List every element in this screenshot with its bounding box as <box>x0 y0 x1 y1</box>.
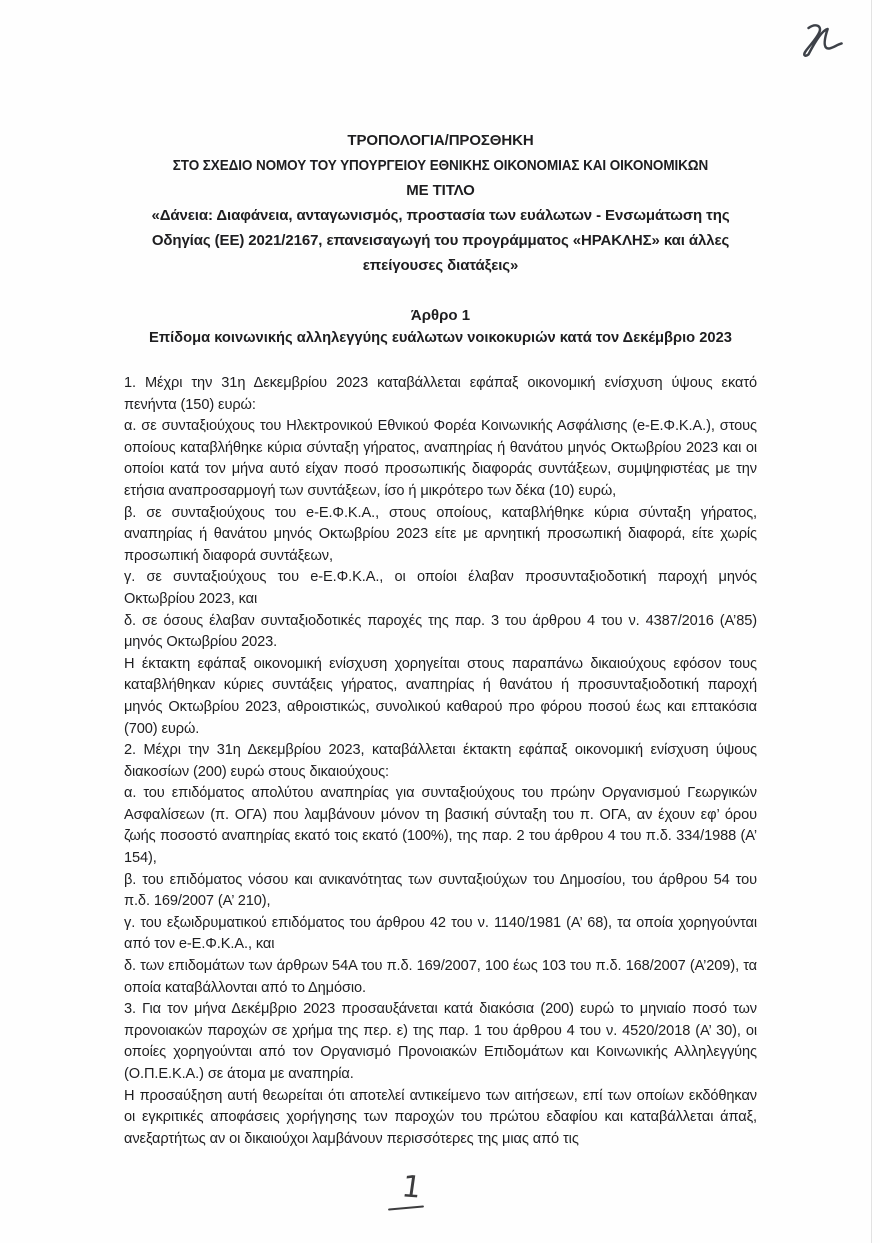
paragraph: Η προσαύξηση αυτή θεωρείται ότι αποτελεί αντικείμενο των αιτήσεων, επί των οποίων εκδόθηκαν οι εγκριτικές αποφάσεις χορήγησης των παροχών του πρώτου εδαφίου και καταβάλλεται άπαξ, ανεξαρτήτως αν οι δικαιούχοι λαμβάνουν περισσότερες της μιας από τις <box>124 1087 757 1147</box>
paragraph: β. σε συνταξιούχους του e-Ε.Φ.Κ.Α., στους οποίους, καταβλήθηκε κύρια σύνταξη γήρατος, αναπηρίας ή θανάτου μηνός Οκτωβρίου 2023 είτε με αρνητική προσωπική διαφορά, είτε χωρίς προσωπική διαφορά συντάξεων, <box>124 504 757 564</box>
paragraph: Η έκτακτη εφάπαξ οικονομική ενίσχυση χορηγείται στους παραπάνω δικαιούχους εφόσον τους καταβλήθηκαν κύριες συντάξεις γήρατος, αναπηρίας ή θανάτου ή προσυνταξιοδοτική παροχή μηνός Οκτωβρίου 2023, αθροιστικώς, συνολικού καθαρού προ φόρου ποσού έως και επτακόσια (700) ευρώ. <box>124 655 757 737</box>
article-heading <box>124 305 757 349</box>
scan-page-edge-line <box>871 0 872 1243</box>
paragraph: β. του επιδόματος νόσου και ανικανότητας των συνταξιούχων του Δημοσίου, του άρθρου 54 του π.δ. 169/2007 (Α’ 210), <box>124 871 757 910</box>
title-label: ΜΕ ΤΙΤΛΟ <box>406 182 475 199</box>
document-header <box>124 128 757 278</box>
paragraph: δ. σε όσους έλαβαν συνταξιοδοτικές παροχές της παρ. 3 του άρθρου 4 του ν. 4387/2016 (Α’85) μηνός Οκτωβρίου 2023. <box>124 612 757 651</box>
paragraph: γ. του εξωιδρυματικού επιδόματος του άρθρου 42 του ν. 1140/1981 (Α’ 68), τα οποία χορηγούνται από τον e-Ε.Φ.Κ.Α., και <box>124 914 757 953</box>
page-number <box>388 1170 432 1218</box>
paragraph: δ. των επιδομάτων των άρθρων 54Α του π.δ. 169/2007, 100 έως 103 του π.δ. 168/2007 (Α’209), τα οποία καταβάλλονται από το Δημόσιο. <box>124 958 757 996</box>
paragraph: 2. Μέχρι την 31η Δεκεμβρίου 2023, καταβάλλεται έκτακτη εφάπαξ οικονομική ενίσχυση ύψους διακοσίων (200) ευρώ στους δικαιούχους: <box>124 742 757 780</box>
paragraph: 3. Για τον μήνα Δεκέμβριο 2023 προσαυξάνεται κατά διακόσια (200) ευρώ το μηνιαίο ποσό των προνοιακών παροχών σε χρήμα της περ. ε) της παρ. 1 του άρθρου 4 του ν. 4520/2018 (Α’ 30), οι οποίες χορηγούνται από τον Οργανισμό Προνοιακών Επιδομάτων και Κοινωνικής Αλληλεγγύης (Ο.Π.Ε.Κ.Α.) σε άτομα με αναπηρία. <box>124 1001 757 1082</box>
article-number: Άρθρο 1 <box>410 307 471 324</box>
document-content <box>124 128 757 1150</box>
handwritten-initials-icon <box>792 20 854 68</box>
doc-type-title: ΤΡΟΠΟΛΟΓΙΑ/ΠΡΟΣΘΗΚΗ <box>347 132 534 149</box>
paragraph: α. σε συνταξιούχους του Ηλεκτρονικού Εθνικού Φορέα Κοινωνικής Ασφάλισης (e-Ε.Φ.Κ.Α.), στους οποίους καταβλήθηκε κύρια σύνταξη γήρατος, αναπηρίας ή θανάτου μηνός Οκτωβρίου 2023 και οι οποίοι κατά τον μήνα αυτό είχαν ποσό προσωπικής διαφοράς συντάξεων, συμψηφιστέας με την ετήσια αναπροσαρμογή των συντάξεων, ίσο ή μικρότερο των δέκα (10) ευρώ, <box>124 418 757 499</box>
page-number-underline-stroke <box>388 1205 424 1210</box>
page-number-digit: 1 <box>399 1169 424 1206</box>
article-body <box>124 373 757 1150</box>
paragraph: γ. σε συνταξιούχους του e-Ε.Φ.Κ.Α., οι οποίοι έλαβαν προσυνταξιοδοτική παροχή μηνός Οκτωβρίου 2023, και <box>124 569 757 607</box>
paragraph: α. του επιδόματος απολύτου αναπηρίας για συνταξιούχους του πρώην Οργανισμού Γεωργικών Ασφαλίσεων (π. ΟΓΑ) που λαμβάνουν μόνον τη βασική σύνταξη του π. ΟΓΑ, αν έχουν εφ’ όρου ζωής ποσοστό αναπηρίας εκατό τοις εκατό (100%), της παρ. 2 του άρθρου 4 του π.δ. 334/1988 (Α’ 154), <box>124 785 757 867</box>
law-title: «Δάνεια: Διαφάνεια, ανταγωνισμός, προστασία των ευάλωτων - Ενσωμάτωση της Οδηγίας (ΕΕ) 2021/2167, επανεισαγωγή του προγράμματος «ΗΡΑΚΛΗΣ» και άλλες επείγουσες διατάξεις» <box>151 207 730 274</box>
article-subtitle: Επίδομα κοινωνικής αλληλεγγύης ευάλωτων νοικοκυριών κατά τον Δεκέμβριο 2023 <box>149 329 732 346</box>
paragraph: 1. Μέχρι την 31η Δεκεμβρίου 2023 καταβάλλεται εφάπαξ οικονομική ενίσχυση ύψους εκατό πενήντα (150) ευρώ: <box>124 375 757 413</box>
ministry-line: ΣΤΟ ΣΧΕΔΙΟ ΝΟΜΟΥ ΤΟΥ ΥΠΟΥΡΓΕΙΟΥ ΕΘΝΙΚΗΣ ΟΙΚΟΝΟΜΙΑΣ ΚΑΙ ΟΙΚΟΝΟΜΙΚΩΝ <box>172 157 709 174</box>
